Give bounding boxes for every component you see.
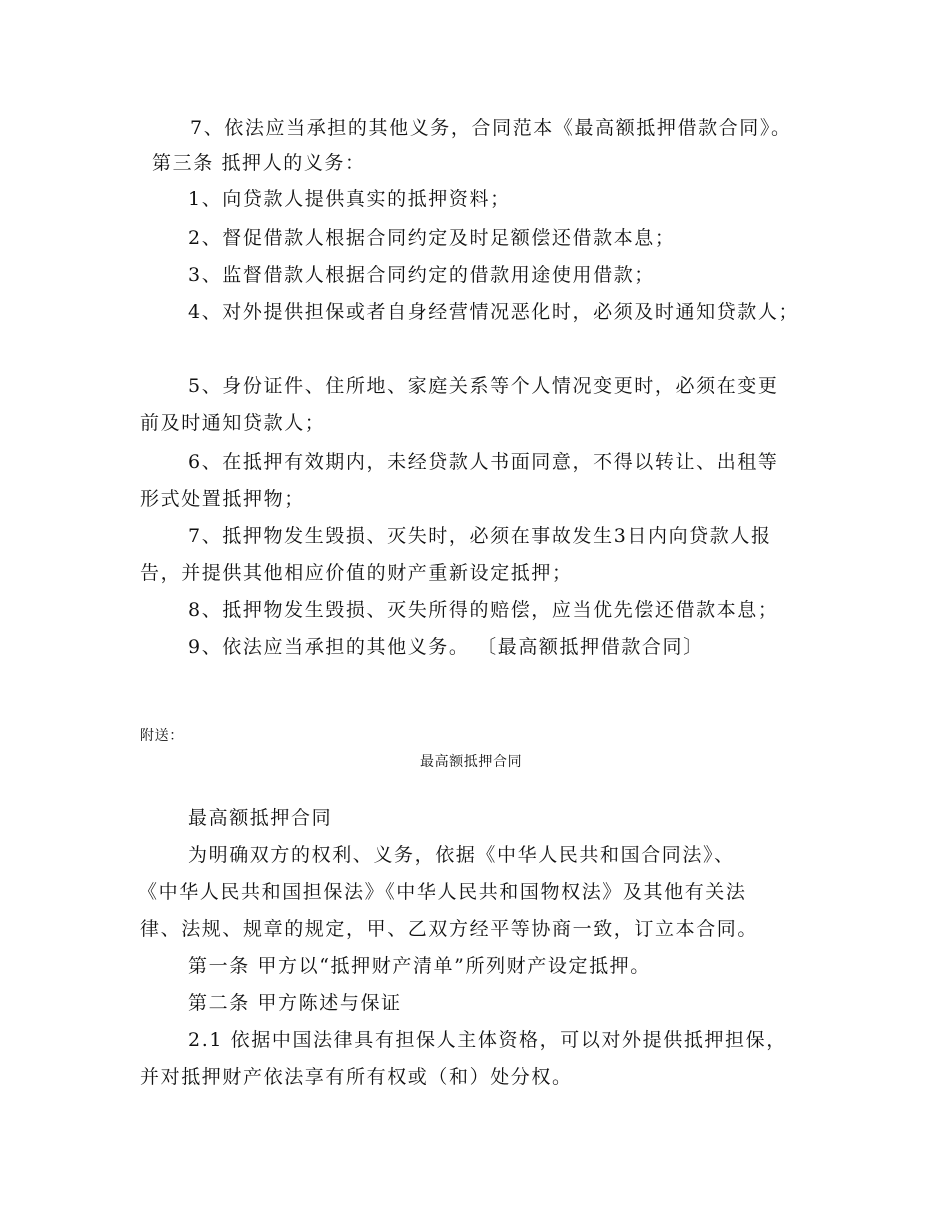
paragraph-line: 1、向贷款人提供真实的抵押资料； [188,188,511,210]
paragraph-line: 7、抵押物发生毁损、灭失时，必须在事故发生3日内向贷款人报 [188,525,772,547]
paragraph-line: 9、依法应当承担的其他义务。 〔最高额抵押借款合同〕 [188,636,704,658]
article-heading: 第一条 甲方以“抵押财产清单”所列财产设定抵押。 [188,955,651,977]
paragraph-line: 2.1 依据中国法律具有担保人主体资格，可以对外提供抵押担保， [188,1029,787,1051]
paragraph-line: 为明确双方的权利、义务，依据《中华人民共和国合同法》、 [188,844,735,866]
paragraph-line: 告，并提供其他相应价值的财产重新设定抵押； [140,562,573,584]
paragraph-line: 8、抵押物发生毁损、灭失所得的赔偿，应当优先偿还借款本息； [188,599,779,621]
paragraph-line: 《中华人民共和国担保法》《中华人民共和国物权法》及其他有关法 [138,881,747,903]
article-heading: 第二条 甲方陈述与保证 [188,992,402,1014]
article-heading: 第三条 抵押人的义务： [152,152,366,174]
paragraph-line: 3、监督借款人根据合同约定的借款用途使用借款； [188,264,655,286]
paragraph-line: 6、在抵押有效期内，未经贷款人书面同意，不得以转让、出租等 [188,451,779,473]
paragraph-line: 并对抵押财产依法享有所有权或（和）处分权。 [140,1066,573,1088]
paragraph-line: 4、对外提供担保或者自身经营情况恶化时，必须及时通知贷款人； [188,301,800,323]
attachment-title: 最高额抵押合同 [420,754,523,770]
attachment-label: 附送： [140,728,184,744]
paragraph-line: 律、法规、规章的规定，甲、乙双方经平等协商一致，订立本合同。 [140,918,759,940]
paragraph-line: 7、依法应当承担的其他义务，合同范本《最高额抵押借款合同》。 [190,117,792,139]
paragraph-line: 形式处置抵押物； [140,488,305,510]
paragraph-line: 前及时通知贷款人； [140,412,326,434]
contract-title-line: 最高额抵押合同 [188,807,333,829]
paragraph-line: 5、身份证件、住所地、家庭关系等个人情况变更时，必须在变更 [188,375,779,397]
paragraph-line: 2、督促借款人根据合同约定及时足额偿还借款本息； [188,227,676,249]
